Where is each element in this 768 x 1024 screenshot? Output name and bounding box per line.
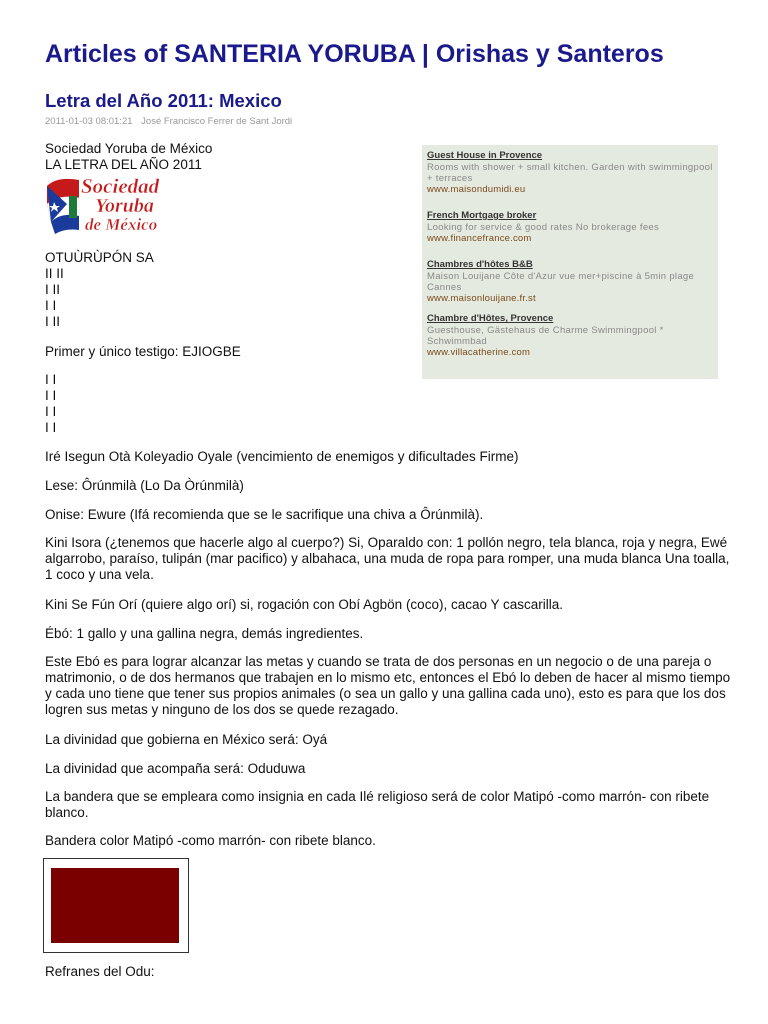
witness-mark-line: I I [45,372,57,387]
article-paragraph: Kini Isora (¿tenemos que hacerle algo al cuerpo?) Si, Oparaldo con: 1 pollón negro, tela blanca, roja y negra, Ewé algarrobo, paraíso, tulipán (mar pacifico) y albahaca, una muda de ropa para romper, una muda blanca Una toalla, 1 coco y una vela. [45,535,730,582]
article-paragraph: Refranes del Odu: [45,964,155,979]
odu-mark-line: I II [45,314,61,329]
article-intro [45,141,212,173]
article-date: 2011-01-03 08:01:21 [45,116,133,127]
ad-description: Maison Louijane Côte d'Azur vue mer+piscine à 5min plage Cannes [427,271,695,293]
article-paragraph: La divinidad que gobierna en México será: Oyá [45,732,328,747]
article-paragraph: Lese: Ôrúnmilà (Lo Da Òrúnmilà) [45,478,244,493]
ad-item[interactable] [427,150,715,196]
ad-url[interactable]: www.villacatherine.com [427,347,531,358]
article-meta [45,116,292,127]
ad-item[interactable] [427,313,715,359]
intro-line: LA LETRA DEL AÑO 2011 [45,157,202,172]
odu-mark-line: II II [45,266,64,281]
ad-url[interactable]: www.maisonlouijane.fr.st [427,293,536,304]
article-paragraph: Bandera color Matipó -como marrón- con ribete blanco. [45,833,376,848]
flag-emblem-icon [47,179,79,234]
ad-title-link[interactable]: Chambre d'Hôtes, Provence [427,313,554,324]
ad-item[interactable] [427,259,715,305]
ad-description: Guesthouse, Gästehaus de Charme Swimmingpool * Schwimmbad [427,325,664,347]
ad-url[interactable]: www.maisondumidi.eu [427,184,526,195]
ad-description: Looking for service & good rates No brokerage fees [427,222,660,233]
ad-title-link[interactable]: French Mortgage broker [427,210,537,221]
article-paragraph: La divinidad que acompaña será: Oduduwa [45,761,306,776]
article-paragraph: Iré Isegun Otà Koleyadio Oyale (vencimiento de enemigos y dificultades Firme) [45,449,519,464]
article-paragraph: Kini Se Fún Orí (quiere algo orí) si, rogación con Obí Agbön (coco), cacao Y cascarilla. [45,597,564,612]
witness-mark-line: I I [45,388,57,403]
article-title[interactable]: Letra del Año 2011: Mexico [45,90,282,111]
witness-line: Primer y único testigo: EJIOGBE [45,344,241,359]
article-paragraph: Ébó: 1 gallo y una gallina negra, demás ingredientes. [45,626,364,641]
ad-title-link[interactable]: Chambres d'hôtes B&B [427,259,533,270]
ad-url[interactable]: www.financefrance.com [427,233,532,244]
witness-mark-line: I I [45,420,57,435]
odu-mark-line: I II [45,282,61,297]
witness-marks [45,372,56,436]
article-author[interactable]: José Francisco Ferrer de Sant Jordi [141,116,293,127]
site-title[interactable]: Articles of SANTERIA YORUBA | Orishas y Santeros [45,40,664,68]
article-paragraph: Este Ebó es para lograr alcanzar las metas y cuando se trata de dos personas en un negocio o de una pareja o matrimonio, o de dos hermanos que trabajen en lo mismo etc, entonces el Ebó lo deben de hacer al mismo tiempo y cada uno tiene que tener sus propios animales (o sea un gallo y una gallina cada uno), esto es para que los dos logren sus metas y ninguno de los dos se quede rezagado. [45,654,731,717]
odu-mark-line: I I [45,298,57,313]
logo-text-line: de México [85,215,158,234]
odu-marks [45,266,64,330]
logo-text-line: Sociedad [81,174,160,198]
logo-text-line: Yoruba [95,195,154,217]
article-paragraph: La bandera que se empleara como insignia en cada Ilé religioso será de color Matipó -como marrón- con ribete blanco. [45,789,710,820]
odu-name: OTUÙRÙPÓN SA [45,250,154,265]
witness-mark-line: I I [45,404,57,419]
matipo-flag-swatch [51,868,179,943]
sociedad-yoruba-logo [45,172,203,236]
ad-title-link[interactable]: Guest House in Provence [427,150,543,161]
article-paragraph: Onise: Ewure (Ifá recomienda que se le sacrifique una chiva a Ôrúnmilà). [45,507,484,522]
intro-line: Sociedad Yoruba de México [45,141,213,156]
flag-image [43,858,189,953]
ad-item[interactable] [427,210,715,245]
sponsored-links-box [422,145,718,379]
ad-description: Rooms with shower + small kitchen. Garden with swimmingpool + terraces [427,162,713,184]
